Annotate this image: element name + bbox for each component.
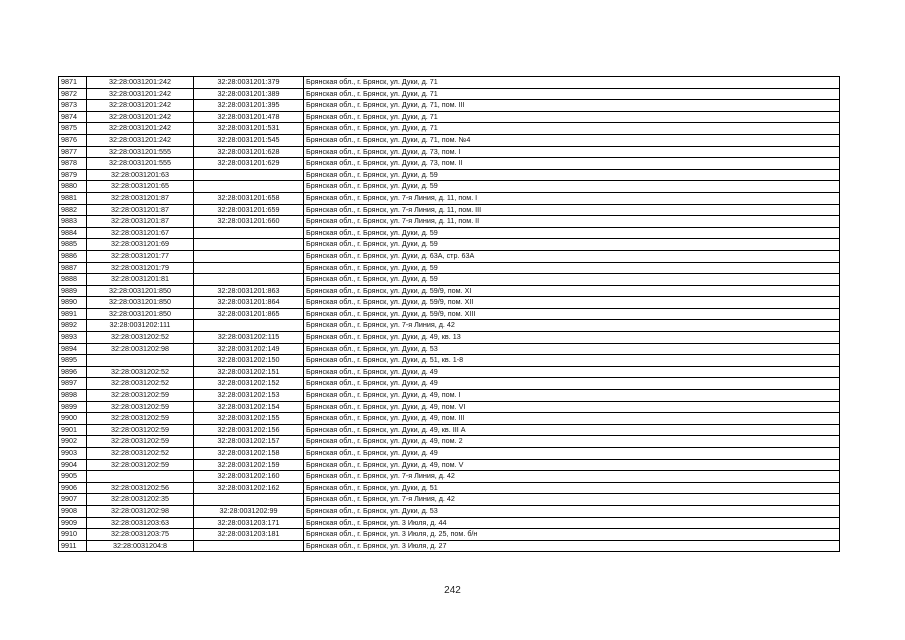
address: Брянская обл., г. Брянск, ул. Дуки, д. 53 xyxy=(304,343,840,355)
row-number: 9904 xyxy=(59,459,87,471)
parcel-cadastral-number: 32:28:0031204:8 xyxy=(87,540,194,552)
object-cadastral-number xyxy=(194,262,304,274)
parcel-cadastral-number xyxy=(87,355,194,367)
table-row xyxy=(59,285,840,297)
table-row xyxy=(59,448,840,460)
object-cadastral-number: 32:28:0031201:863 xyxy=(194,285,304,297)
object-cadastral-number: 32:28:0031202:160 xyxy=(194,471,304,483)
parcel-cadastral-number: 32:28:0031201:87 xyxy=(87,216,194,228)
row-number: 9889 xyxy=(59,285,87,297)
table-row xyxy=(59,297,840,309)
table-row xyxy=(59,88,840,100)
object-cadastral-number: 32:28:0031202:154 xyxy=(194,401,304,413)
address: Брянская обл., г. Брянск, ул. Дуки, д. 59 xyxy=(304,262,840,274)
parcel-cadastral-number: 32:28:0031202:111 xyxy=(87,320,194,332)
table-row xyxy=(59,540,840,552)
address: Брянская обл., г. Брянск, ул. Дуки, д. 71, пом. III xyxy=(304,100,840,112)
object-cadastral-number: 32:28:0031202:150 xyxy=(194,355,304,367)
row-number: 9875 xyxy=(59,123,87,135)
object-cadastral-number: 32:28:0031202:155 xyxy=(194,413,304,425)
parcel-cadastral-number: 32:28:0031201:850 xyxy=(87,285,194,297)
row-number: 9880 xyxy=(59,181,87,193)
table-row xyxy=(59,181,840,193)
address: Брянская обл., г. Брянск, ул. 7-я Линия, д. 11, пом. II xyxy=(304,216,840,228)
row-number: 9871 xyxy=(59,77,87,89)
address: Брянская обл., г. Брянск, ул. 3 Июля, д. 25, пом. б/н xyxy=(304,529,840,541)
parcel-cadastral-number: 32:28:0031202:59 xyxy=(87,424,194,436)
address: Брянская обл., г. Брянск, ул. 7-я Линия, д. 42 xyxy=(304,494,840,506)
object-cadastral-number: 32:28:0031201:660 xyxy=(194,216,304,228)
row-number: 9874 xyxy=(59,111,87,123)
parcel-cadastral-number: 32:28:0031201:555 xyxy=(87,146,194,158)
address: Брянская обл., г. Брянск, ул. Дуки, д. 49, кв. III А xyxy=(304,424,840,436)
address: Брянская обл., г. Брянск, ул. Дуки, д. 71 xyxy=(304,123,840,135)
parcel-cadastral-number: 32:28:0031201:81 xyxy=(87,274,194,286)
table-row xyxy=(59,100,840,112)
table-row xyxy=(59,204,840,216)
object-cadastral-number xyxy=(194,274,304,286)
row-number: 9893 xyxy=(59,332,87,344)
table-body xyxy=(59,77,840,552)
table-row xyxy=(59,332,840,344)
parcel-cadastral-number: 32:28:0031202:59 xyxy=(87,401,194,413)
table-row xyxy=(59,158,840,170)
table-row xyxy=(59,169,840,181)
parcel-cadastral-number: 32:28:0031202:52 xyxy=(87,378,194,390)
table-row xyxy=(59,134,840,146)
parcel-cadastral-number: 32:28:0031201:65 xyxy=(87,181,194,193)
row-number: 9873 xyxy=(59,100,87,112)
table-row xyxy=(59,343,840,355)
table-row xyxy=(59,436,840,448)
parcel-cadastral-number: 32:28:0031202:98 xyxy=(87,343,194,355)
address: Брянская обл., г. Брянск, ул. Дуки, д. 71, пом. №4 xyxy=(304,134,840,146)
table-row xyxy=(59,146,840,158)
row-number: 9896 xyxy=(59,366,87,378)
table-row xyxy=(59,274,840,286)
parcel-cadastral-number: 32:28:0031202:52 xyxy=(87,332,194,344)
parcel-cadastral-number: 32:28:0031201:87 xyxy=(87,192,194,204)
row-number: 9894 xyxy=(59,343,87,355)
address: Брянская обл., г. Брянск, ул. Дуки, д. 59/9, пом. XIII xyxy=(304,308,840,320)
object-cadastral-number: 32:28:0031201:531 xyxy=(194,123,304,135)
row-number: 9910 xyxy=(59,529,87,541)
row-number: 9877 xyxy=(59,146,87,158)
object-cadastral-number: 32:28:0031201:395 xyxy=(194,100,304,112)
address: Брянская обл., г. Брянск, ул. Дуки, д. 63А, стр. 63А xyxy=(304,250,840,262)
table-row xyxy=(59,216,840,228)
parcel-cadastral-number: 32:28:0031202:52 xyxy=(87,448,194,460)
parcel-cadastral-number: 32:28:0031201:242 xyxy=(87,88,194,100)
object-cadastral-number: 32:28:0031202:115 xyxy=(194,332,304,344)
row-number: 9887 xyxy=(59,262,87,274)
parcel-cadastral-number: 32:28:0031201:555 xyxy=(87,158,194,170)
address: Брянская обл., г. Брянск, ул. Дуки, д. 73, пом. I xyxy=(304,146,840,158)
object-cadastral-number: 32:28:0031202:159 xyxy=(194,459,304,471)
object-cadastral-number: 32:28:0031201:379 xyxy=(194,77,304,89)
table-row xyxy=(59,250,840,262)
object-cadastral-number: 32:28:0031202:158 xyxy=(194,448,304,460)
row-number: 9886 xyxy=(59,250,87,262)
row-number: 9881 xyxy=(59,192,87,204)
object-cadastral-number: 32:28:0031202:99 xyxy=(194,505,304,517)
address: Брянская обл., г. Брянск, ул. 3 Июля, д. 27 xyxy=(304,540,840,552)
row-number: 9901 xyxy=(59,424,87,436)
object-cadastral-number: 32:28:0031202:149 xyxy=(194,343,304,355)
address: Брянская обл., г. Брянск, ул. Дуки, д. 49 xyxy=(304,448,840,460)
parcel-cadastral-number: 32:28:0031202:59 xyxy=(87,459,194,471)
row-number: 9900 xyxy=(59,413,87,425)
row-number: 9899 xyxy=(59,401,87,413)
address: Брянская обл., г. Брянск, ул. Дуки, д. 59 xyxy=(304,239,840,251)
table-row xyxy=(59,529,840,541)
parcel-cadastral-number: 32:28:0031202:35 xyxy=(87,494,194,506)
row-number: 9879 xyxy=(59,169,87,181)
parcel-cadastral-number: 32:28:0031201:242 xyxy=(87,134,194,146)
address: Брянская обл., г. Брянск, ул. Дуки, д. 49, пом. VI xyxy=(304,401,840,413)
table-row xyxy=(59,459,840,471)
address: Брянская обл., г. Брянск, ул. 7-я Линия, д. 11, пом. I xyxy=(304,192,840,204)
table-row xyxy=(59,227,840,239)
row-number: 9890 xyxy=(59,297,87,309)
table-row xyxy=(59,320,840,332)
table-row xyxy=(59,378,840,390)
parcel-cadastral-number xyxy=(87,471,194,483)
object-cadastral-number: 32:28:0031201:865 xyxy=(194,308,304,320)
parcel-cadastral-number: 32:28:0031202:59 xyxy=(87,413,194,425)
address: Брянская обл., г. Брянск, ул. Дуки, д. 59 xyxy=(304,274,840,286)
cadastral-register-table xyxy=(58,76,840,552)
address: Брянская обл., г. Брянск, ул. Дуки, д. 59/9, пом. XI xyxy=(304,285,840,297)
parcel-cadastral-number: 32:28:0031202:59 xyxy=(87,436,194,448)
address: Брянская обл., г. Брянск, ул. Дуки, д. 49, кв. 13 xyxy=(304,332,840,344)
address: Брянская обл., г. Брянск, ул. Дуки, д. 49, пом. III xyxy=(304,413,840,425)
table-row xyxy=(59,239,840,251)
row-number: 9882 xyxy=(59,204,87,216)
row-number: 9891 xyxy=(59,308,87,320)
parcel-cadastral-number: 32:28:0031201:69 xyxy=(87,239,194,251)
parcel-cadastral-number: 32:28:0031203:63 xyxy=(87,517,194,529)
address: Брянская обл., г. Брянск, ул. 3 Июля, д. 44 xyxy=(304,517,840,529)
address: Брянская обл., г. Брянск, ул. 7-я Линия, д. 42 xyxy=(304,320,840,332)
object-cadastral-number: 32:28:0031202:162 xyxy=(194,482,304,494)
object-cadastral-number: 32:28:0031201:659 xyxy=(194,204,304,216)
row-number: 9883 xyxy=(59,216,87,228)
row-number: 9909 xyxy=(59,517,87,529)
address: Брянская обл., г. Брянск, ул. Дуки, д. 49, пом. 2 xyxy=(304,436,840,448)
object-cadastral-number: 32:28:0031201:478 xyxy=(194,111,304,123)
row-number: 9885 xyxy=(59,239,87,251)
table-row xyxy=(59,111,840,123)
table-row xyxy=(59,424,840,436)
table-row xyxy=(59,494,840,506)
table-row xyxy=(59,262,840,274)
address: Брянская обл., г. Брянск, ул. Дуки, д. 51 xyxy=(304,482,840,494)
parcel-cadastral-number: 32:28:0031201:242 xyxy=(87,100,194,112)
table-row xyxy=(59,471,840,483)
row-number: 9888 xyxy=(59,274,87,286)
object-cadastral-number: 32:28:0031202:157 xyxy=(194,436,304,448)
address: Брянская обл., г. Брянск, ул. Дуки, д. 51, кв. 1-8 xyxy=(304,355,840,367)
parcel-cadastral-number: 32:28:0031202:98 xyxy=(87,505,194,517)
table-row xyxy=(59,401,840,413)
address: Брянская обл., г. Брянск, ул. Дуки, д. 59 xyxy=(304,227,840,239)
object-cadastral-number: 32:28:0031201:389 xyxy=(194,88,304,100)
object-cadastral-number: 32:28:0031201:864 xyxy=(194,297,304,309)
object-cadastral-number: 32:28:0031202:153 xyxy=(194,390,304,402)
address: Брянская обл., г. Брянск, ул. Дуки, д. 49, пом. I xyxy=(304,390,840,402)
address: Брянская обл., г. Брянск, ул. Дуки, д. 59/9, пом. XII xyxy=(304,297,840,309)
object-cadastral-number: 32:28:0031201:658 xyxy=(194,192,304,204)
row-number: 9872 xyxy=(59,88,87,100)
address: Брянская обл., г. Брянск, ул. Дуки, д. 49, пом. V xyxy=(304,459,840,471)
table-row xyxy=(59,192,840,204)
object-cadastral-number xyxy=(194,320,304,332)
object-cadastral-number: 32:28:0031201:628 xyxy=(194,146,304,158)
object-cadastral-number xyxy=(194,494,304,506)
row-number: 9907 xyxy=(59,494,87,506)
address: Брянская обл., г. Брянск, ул. Дуки, д. 71 xyxy=(304,111,840,123)
address: Брянская обл., г. Брянск, ул. 7-я Линия, д. 42 xyxy=(304,471,840,483)
object-cadastral-number xyxy=(194,227,304,239)
table-row xyxy=(59,505,840,517)
table-row xyxy=(59,517,840,529)
object-cadastral-number xyxy=(194,540,304,552)
parcel-cadastral-number: 32:28:0031202:52 xyxy=(87,366,194,378)
table-row xyxy=(59,390,840,402)
parcel-cadastral-number: 32:28:0031201:850 xyxy=(87,308,194,320)
parcel-cadastral-number: 32:28:0031202:56 xyxy=(87,482,194,494)
row-number: 9902 xyxy=(59,436,87,448)
address: Брянская обл., г. Брянск, ул. Дуки, д. 71 xyxy=(304,77,840,89)
row-number: 9895 xyxy=(59,355,87,367)
address: Брянская обл., г. Брянск, ул. Дуки, д. 49 xyxy=(304,378,840,390)
object-cadastral-number xyxy=(194,239,304,251)
object-cadastral-number: 32:28:0031201:629 xyxy=(194,158,304,170)
page-number: 242 xyxy=(444,585,461,596)
table-row xyxy=(59,123,840,135)
row-number: 9884 xyxy=(59,227,87,239)
object-cadastral-number: 32:28:0031202:156 xyxy=(194,424,304,436)
address: Брянская обл., г. Брянск, ул. Дуки, д. 59 xyxy=(304,169,840,181)
parcel-cadastral-number: 32:28:0031201:242 xyxy=(87,111,194,123)
parcel-cadastral-number: 32:28:0031201:242 xyxy=(87,77,194,89)
parcel-cadastral-number: 32:28:0031203:75 xyxy=(87,529,194,541)
row-number: 9911 xyxy=(59,540,87,552)
parcel-cadastral-number: 32:28:0031201:67 xyxy=(87,227,194,239)
object-cadastral-number: 32:28:0031203:181 xyxy=(194,529,304,541)
row-number: 9898 xyxy=(59,390,87,402)
table-row xyxy=(59,355,840,367)
row-number: 9908 xyxy=(59,505,87,517)
row-number: 9897 xyxy=(59,378,87,390)
parcel-cadastral-number: 32:28:0031201:79 xyxy=(87,262,194,274)
parcel-cadastral-number: 32:28:0031201:850 xyxy=(87,297,194,309)
row-number: 9878 xyxy=(59,158,87,170)
object-cadastral-number: 32:28:0031203:171 xyxy=(194,517,304,529)
table-row xyxy=(59,366,840,378)
row-number: 9905 xyxy=(59,471,87,483)
row-number: 9876 xyxy=(59,134,87,146)
address: Брянская обл., г. Брянск, ул. Дуки, д. 49 xyxy=(304,366,840,378)
object-cadastral-number: 32:28:0031202:151 xyxy=(194,366,304,378)
parcel-cadastral-number: 32:28:0031201:242 xyxy=(87,123,194,135)
row-number: 9903 xyxy=(59,448,87,460)
table-row xyxy=(59,77,840,89)
object-cadastral-number: 32:28:0031201:545 xyxy=(194,134,304,146)
row-number: 9892 xyxy=(59,320,87,332)
address: Брянская обл., г. Брянск, ул. Дуки, д. 73, пом. II xyxy=(304,158,840,170)
table-row xyxy=(59,413,840,425)
table-row xyxy=(59,482,840,494)
address: Брянская обл., г. Брянск, ул. 7-я Линия, д. 11, пом. III xyxy=(304,204,840,216)
object-cadastral-number xyxy=(194,181,304,193)
parcel-cadastral-number: 32:28:0031201:77 xyxy=(87,250,194,262)
object-cadastral-number xyxy=(194,250,304,262)
parcel-cadastral-number: 32:28:0031201:87 xyxy=(87,204,194,216)
address: Брянская обл., г. Брянск, ул. Дуки, д. 59 xyxy=(304,181,840,193)
address: Брянская обл., г. Брянск, ул. Дуки, д. 53 xyxy=(304,505,840,517)
table-row xyxy=(59,308,840,320)
object-cadastral-number: 32:28:0031202:152 xyxy=(194,378,304,390)
row-number: 9906 xyxy=(59,482,87,494)
address: Брянская обл., г. Брянск, ул. Дуки, д. 71 xyxy=(304,88,840,100)
object-cadastral-number xyxy=(194,169,304,181)
parcel-cadastral-number: 32:28:0031202:59 xyxy=(87,390,194,402)
parcel-cadastral-number: 32:28:0031201:63 xyxy=(87,169,194,181)
